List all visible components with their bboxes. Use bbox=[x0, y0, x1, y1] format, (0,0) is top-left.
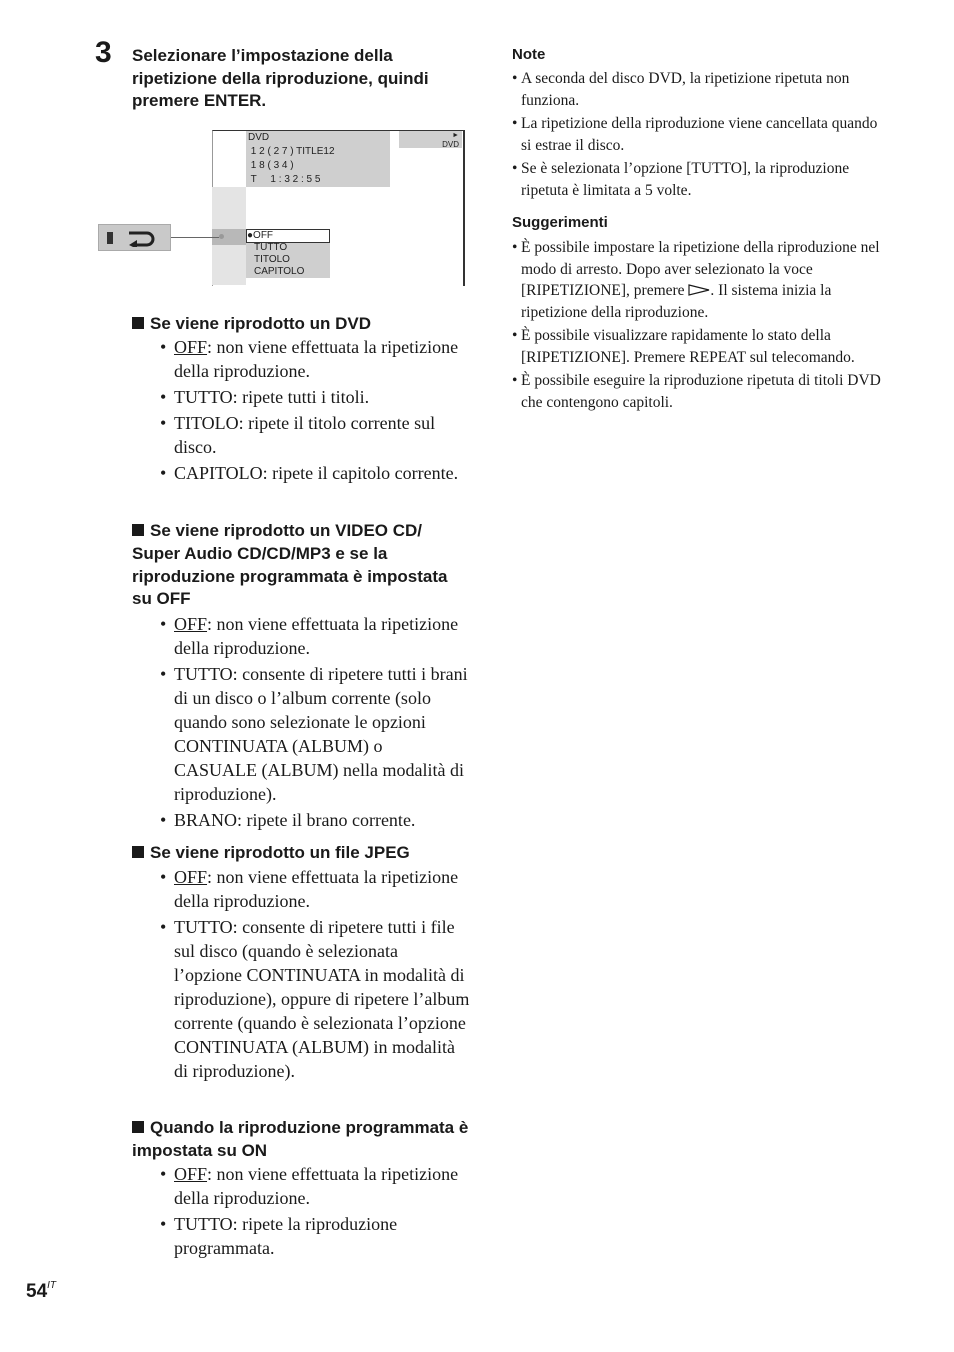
repeat-arrow-icon bbox=[125, 229, 159, 247]
menu-option[interactable]: CAPITOLO bbox=[254, 266, 305, 277]
jpeg-options-list bbox=[160, 865, 470, 1085]
radio-dot-icon: ● bbox=[247, 230, 254, 241]
list-item: • TUTTO: consente di ripetere tutti i brani di un disco o l’album corrente (solo quando sono selezionate le opzioni CONTINUATA (ALBUM) o CASUALE (ALBUM) nella modalità di riproduzione). bbox=[160, 664, 468, 804]
section-heading-dvd: Se viene riprodotto un DVD bbox=[132, 313, 472, 336]
repeat-icon-callout bbox=[98, 224, 171, 251]
callout-line bbox=[171, 237, 219, 238]
list-item: • È possibile visualizzare rapidamente lo stato della [RIPETIZIONE]. Premere REPEAT sul telecomando. bbox=[512, 327, 855, 366]
square-bullet-icon bbox=[132, 317, 144, 329]
tips-list bbox=[512, 237, 884, 415]
page-number: $54^{IT}$ bbox=[26, 1280, 57, 1302]
square-bullet-icon bbox=[132, 1121, 144, 1133]
section-heading-videocd: Se viene riprodotto un VIDEO CD/ Super Audio CD/CD/MP3 e se la riproduzione programmata è impostata su OFF bbox=[132, 521, 448, 609]
list-item: • OFF: non viene effettuata la ripetizione della riproduzione. bbox=[160, 337, 459, 381]
menu-option[interactable]: TUTTO bbox=[254, 242, 288, 253]
play-icon: ► bbox=[452, 132, 459, 139]
list-item: • A seconda del disco DVD, la ripetizione ripetuta non funziona. bbox=[512, 70, 850, 109]
section-heading-jpeg: Se viene riprodotto un file JPEG bbox=[132, 842, 472, 865]
list-item: • È possibile impostare la ripetizione della riproduzione nel modo di arresto. Dopo aver selezionato la voce [RIPETIZIONE], premere . Il sistema inizia la ripetizione della riproduzione. bbox=[512, 239, 880, 321]
list-item: • TITOLO: ripete il titolo corrente sul disco. bbox=[160, 413, 436, 457]
menu-option-selected[interactable] bbox=[246, 229, 330, 243]
play-button-icon bbox=[688, 284, 710, 296]
info-line: T 1 : 3 2 : 5 5 bbox=[248, 174, 321, 185]
list-item: • OFF: non viene effettuata la ripetizione della riproduzione. bbox=[160, 1164, 459, 1208]
playback-info-box bbox=[246, 131, 390, 187]
videocd-options-list bbox=[160, 612, 470, 834]
repeat-options-menu bbox=[246, 229, 330, 278]
menu-option-label: OFF bbox=[253, 230, 274, 241]
square-bullet-icon bbox=[132, 524, 144, 536]
list-item: • BRANO: ripete il brano corrente. bbox=[160, 810, 416, 830]
dvd-options-list bbox=[160, 335, 470, 487]
list-item: • TUTTO: consente di ripetere tutti i file sul disco (quando è selezionata l’opzione CONTINUATA in modalità di riproduzione), oppure di ripetere l’album corrente (quando è selezionata l’opzione CONTINUATA (ALBUM) in modalità di riproduzione). bbox=[160, 917, 470, 1081]
menu-option[interactable]: TITOLO bbox=[254, 254, 290, 265]
disc-type-label: DVD bbox=[442, 140, 459, 149]
list-item: • La ripetizione della riproduzione viene cancellata quando si estrae il disco. bbox=[512, 115, 878, 154]
list-item: • Se è selezionata l’opzione [TUTTO], la riproduzione ripetuta è limitata a 5 volte. bbox=[512, 160, 850, 199]
step-number: 3 bbox=[95, 36, 112, 69]
tips-heading: Suggerimenti bbox=[512, 214, 608, 231]
section-heading-program-on: Quando la riproduzione programmata è impostata su ON bbox=[132, 1118, 469, 1160]
square-bullet-icon bbox=[132, 846, 144, 858]
program-on-options-list bbox=[160, 1162, 470, 1262]
repeat-bar-icon bbox=[107, 232, 113, 244]
list-item: • TUTTO: ripete la riproduzione programmata. bbox=[160, 1214, 398, 1258]
screen-diagram bbox=[96, 128, 466, 288]
notes-heading: Note bbox=[512, 46, 546, 63]
list-item: • TUTTO: ripete tutti i titoli. bbox=[160, 387, 370, 407]
info-line: 1 8 ( 3 4 ) bbox=[248, 160, 294, 171]
list-item: • OFF: non viene effettuata la ripetizione della riproduzione. bbox=[160, 867, 459, 911]
repeat-small-icon bbox=[219, 234, 224, 239]
disc-indicator bbox=[399, 131, 462, 148]
list-item: • CAPITOLO: ripete il capitolo corrente. bbox=[160, 463, 459, 483]
notes-list bbox=[512, 68, 884, 203]
info-line: 1 2 ( 2 7 ) TITLE12 bbox=[248, 146, 335, 157]
info-line: DVD bbox=[248, 132, 270, 143]
list-item: • OFF: non viene effettuata la ripetizione della riproduzione. bbox=[160, 614, 459, 658]
step-instruction: Selezionare l’impostazione della ripetizione della riproduzione, quindi premere ENTER. bbox=[132, 46, 429, 110]
list-item: • È possibile eseguire la riproduzione ripetuta di titoli DVD che contengono capitoli. bbox=[512, 372, 881, 411]
